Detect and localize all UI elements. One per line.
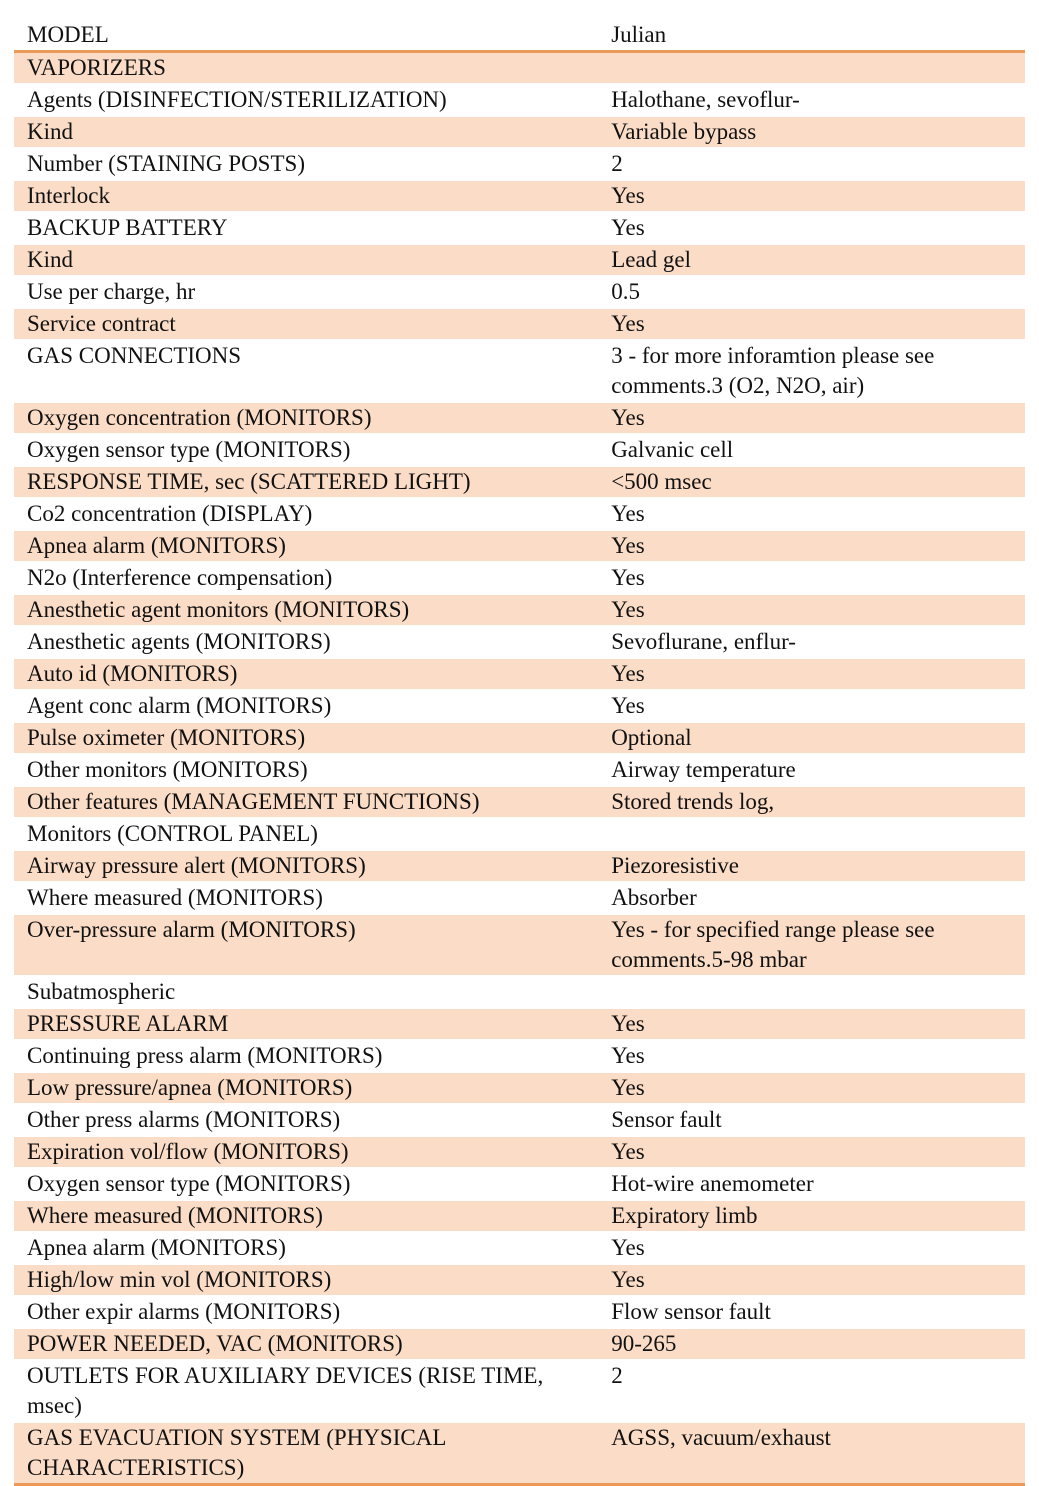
row-value-cell: Yes: [598, 1232, 1025, 1264]
row-value-cell: Yes: [598, 498, 1025, 530]
row-value-cell: [598, 52, 1025, 85]
table-row: [14, 52, 1025, 85]
row-value-cell: Yes: [598, 594, 1025, 626]
table-row: [14, 658, 1025, 690]
table-row: [14, 976, 1025, 1008]
row-value-cell: Yes: [598, 1008, 1025, 1040]
row-value-cell: Galvanic cell: [598, 434, 1025, 466]
row-value-cell: <500 msec: [598, 466, 1025, 498]
row-value-cell: Yes - for specified range please see comments.5-98 mbar: [598, 914, 1025, 976]
table-row: [14, 530, 1025, 562]
row-value-cell: Yes: [598, 308, 1025, 340]
row-label-cell: Co2 concentration (DISPLAY): [14, 498, 598, 530]
header-label-cell: MODEL: [27, 22, 109, 47]
table-row: [14, 914, 1025, 976]
table-row: [14, 340, 1025, 402]
table-row: [14, 244, 1025, 276]
row-label-cell: Expiration vol/flow (MONITORS): [14, 1136, 598, 1168]
row-value-cell: Yes: [598, 212, 1025, 244]
table-row: [14, 276, 1025, 308]
table-row: [14, 212, 1025, 244]
row-label-cell: Agents (DISINFECTION/STERILIZATION): [14, 84, 598, 116]
row-value-cell: Yes: [598, 658, 1025, 690]
row-label-cell: OUTLETS FOR AUXILIARY DEVICES (RISE TIME, msec): [14, 1360, 598, 1422]
table-row: [14, 466, 1025, 498]
row-label-cell: RESPONSE TIME, sec (SCATTERED LIGHT): [14, 466, 598, 498]
row-value-cell: Yes: [598, 402, 1025, 434]
row-label-cell: Other press alarms (MONITORS): [14, 1104, 598, 1136]
row-label-cell: VAPORIZERS: [14, 52, 598, 85]
row-label-cell: Agent conc alarm (MONITORS): [14, 690, 598, 722]
row-value-cell: Yes: [598, 1040, 1025, 1072]
table-row: [14, 1296, 1025, 1328]
row-label-cell: Subatmospheric: [14, 976, 598, 1008]
table-row: [14, 818, 1025, 850]
row-label-cell: Anesthetic agent monitors (MONITORS): [14, 594, 598, 626]
row-value-cell: Expiratory limb: [598, 1200, 1025, 1232]
row-label-cell: N2o (Interference compensation): [14, 562, 598, 594]
row-value-cell: Sensor fault: [598, 1104, 1025, 1136]
row-label-cell: Service contract: [14, 308, 598, 340]
row-label-cell: Over-pressure alarm (MONITORS): [14, 914, 598, 976]
row-value-cell: Airway temperature: [598, 754, 1025, 786]
row-label-cell: PRESSURE ALARM: [14, 1008, 598, 1040]
row-value-cell: Optional: [598, 722, 1025, 754]
table-row: [14, 882, 1025, 914]
row-label-cell: Other monitors (MONITORS): [14, 754, 598, 786]
row-label-cell: Auto id (MONITORS): [14, 658, 598, 690]
table-row: [14, 1008, 1025, 1040]
row-value-cell: AGSS, vacuum/exhaust: [598, 1422, 1025, 1485]
row-value-cell: Lead gel: [598, 244, 1025, 276]
row-label-cell: POWER NEEDED, VAC (MONITORS): [14, 1328, 598, 1360]
row-label-cell: Interlock: [14, 180, 598, 212]
row-value-cell: Absorber: [598, 882, 1025, 914]
row-label-cell: Where measured (MONITORS): [14, 1200, 598, 1232]
row-label-cell: Oxygen concentration (MONITORS): [14, 402, 598, 434]
table-row: [14, 786, 1025, 818]
row-value-cell: Yes: [598, 1136, 1025, 1168]
row-value-cell: Yes: [598, 1264, 1025, 1296]
table-row: [14, 1232, 1025, 1264]
row-label-cell: Continuing press alarm (MONITORS): [14, 1040, 598, 1072]
table-row: [14, 116, 1025, 148]
table-header-row: [14, 20, 1025, 52]
spec-table: [14, 20, 1025, 1486]
row-value-cell: Variable bypass: [598, 116, 1025, 148]
row-value-cell: Sevoflurane, enflur-: [598, 626, 1025, 658]
row-label-cell: Oxygen sensor type (MONITORS): [14, 434, 598, 466]
table-row: [14, 1360, 1025, 1422]
row-label-cell: Oxygen sensor type (MONITORS): [14, 1168, 598, 1200]
table-row: [14, 1072, 1025, 1104]
table-row: [14, 1104, 1025, 1136]
row-label-cell: Low pressure/apnea (MONITORS): [14, 1072, 598, 1104]
row-label-cell: Apnea alarm (MONITORS): [14, 530, 598, 562]
table-row: [14, 690, 1025, 722]
row-value-cell: Stored trends log,: [598, 786, 1025, 818]
row-label-cell: Anesthetic agents (MONITORS): [14, 626, 598, 658]
spec-table-body: [14, 20, 1025, 1485]
row-value-cell: 3 - for more inforamtion please see comments.3 (O2, N2O, air): [598, 340, 1025, 402]
row-value-cell: Yes: [598, 690, 1025, 722]
table-row: [14, 1328, 1025, 1360]
row-label-cell: Airway pressure alert (MONITORS): [14, 850, 598, 882]
table-row: [14, 1264, 1025, 1296]
table-row: [14, 626, 1025, 658]
table-row: [14, 1136, 1025, 1168]
table-row: [14, 308, 1025, 340]
table-row: [14, 148, 1025, 180]
row-value-cell: Halothane, sevoflur-: [598, 84, 1025, 116]
row-value-cell: Yes: [598, 180, 1025, 212]
row-label-cell: Number (STAINING POSTS): [14, 148, 598, 180]
table-row: [14, 562, 1025, 594]
table-row: [14, 498, 1025, 530]
table-row: [14, 850, 1025, 882]
table-row: [14, 180, 1025, 212]
row-value-cell: [598, 818, 1025, 850]
row-value-cell: Hot-wire anemometer: [598, 1168, 1025, 1200]
row-label-cell: Monitors (CONTROL PANEL): [14, 818, 598, 850]
row-label-cell: Where measured (MONITORS): [14, 882, 598, 914]
row-value-cell: 2: [598, 1360, 1025, 1422]
table-row: [14, 434, 1025, 466]
row-value-cell: Piezoresistive: [598, 850, 1025, 882]
row-label-cell: GAS EVACUATION SYSTEM (PHYSICAL CHARACTERISTICS): [14, 1422, 598, 1485]
table-row: [14, 1168, 1025, 1200]
table-row: [14, 1200, 1025, 1232]
table-row: [14, 594, 1025, 626]
table-row: [14, 1040, 1025, 1072]
row-label-cell: Pulse oximeter (MONITORS): [14, 722, 598, 754]
row-label-cell: Other expir alarms (MONITORS): [14, 1296, 598, 1328]
row-value-cell: 2: [598, 148, 1025, 180]
row-label-cell: Apnea alarm (MONITORS): [14, 1232, 598, 1264]
table-row: [14, 402, 1025, 434]
row-label-cell: Kind: [14, 116, 598, 148]
header-value-cell: Julian: [611, 22, 667, 47]
row-value-cell: Yes: [598, 530, 1025, 562]
row-value-cell: [598, 976, 1025, 1008]
table-row: [14, 84, 1025, 116]
row-value-cell: Flow sensor fault: [598, 1296, 1025, 1328]
row-label-cell: Other features (MANAGEMENT FUNCTIONS): [14, 786, 598, 818]
table-row: [14, 1422, 1025, 1485]
row-label-cell: BACKUP BATTERY: [14, 212, 598, 244]
row-value-cell: Yes: [598, 562, 1025, 594]
table-row: [14, 754, 1025, 786]
row-label-cell: GAS CONNECTIONS: [14, 340, 598, 402]
table-row: [14, 722, 1025, 754]
row-value-cell: 0.5: [598, 276, 1025, 308]
row-label-cell: High/low min vol (MONITORS): [14, 1264, 598, 1296]
row-label-cell: Kind: [14, 244, 598, 276]
row-label-cell: Use per charge, hr: [14, 276, 598, 308]
row-value-cell: 90-265: [598, 1328, 1025, 1360]
row-value-cell: Yes: [598, 1072, 1025, 1104]
